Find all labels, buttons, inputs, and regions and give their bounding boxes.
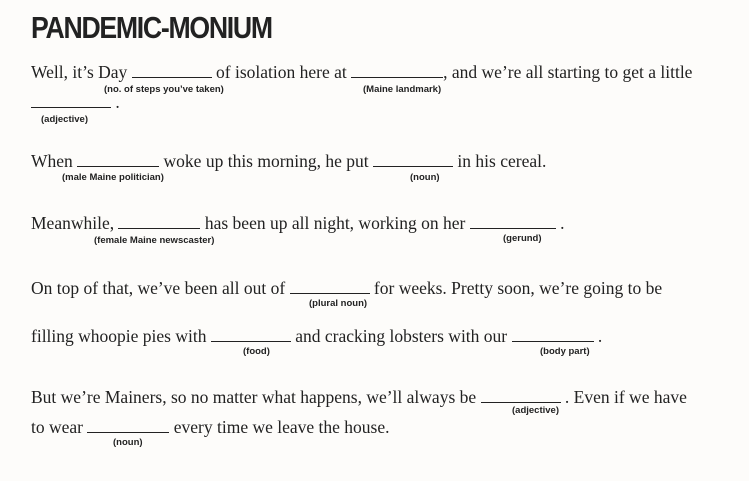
story-text: Well, it’s Day xyxy=(31,62,128,82)
story-text: filling whoopie pies with xyxy=(31,326,207,346)
hint-adjective-2: (adjective) xyxy=(512,405,559,416)
blank-steps[interactable] xyxy=(132,63,212,78)
story-line-6 xyxy=(31,326,602,346)
blank-food[interactable] xyxy=(211,327,291,342)
blank-noun-1[interactable] xyxy=(373,152,453,167)
hint-female-newscaster: (female Maine newscaster) xyxy=(94,235,215,246)
hint-body-part: (body part) xyxy=(540,346,590,357)
story-text: in his cereal. xyxy=(457,151,547,171)
hint-maine-landmark: (Maine landmark) xyxy=(363,84,442,95)
blank-gerund[interactable] xyxy=(470,214,556,229)
story-text: has been up all night, working on her xyxy=(204,213,466,233)
blank-maine-landmark[interactable] xyxy=(351,63,443,78)
blank-female-newscaster[interactable] xyxy=(118,214,200,229)
blank-adjective-1[interactable] xyxy=(31,93,111,108)
hint-noun-2: (noun) xyxy=(113,437,143,448)
hint-adjective-1: (adjective) xyxy=(41,114,88,125)
blank-plural-noun[interactable] xyxy=(290,279,370,294)
story-line-2 xyxy=(31,92,120,112)
story-text: . Even if we have xyxy=(564,387,687,407)
story-line-1 xyxy=(31,62,692,82)
story-text: every time we leave the house. xyxy=(173,417,390,437)
story-text: woke up this morning, he put xyxy=(163,151,369,171)
story-text: On top of that, we’ve been all out of xyxy=(31,278,286,298)
story-line-5 xyxy=(31,278,662,298)
blank-adjective-2[interactable] xyxy=(481,388,561,403)
hint-gerund: (gerund) xyxy=(503,233,542,244)
story-text: Meanwhile, xyxy=(31,213,115,233)
story-text: . xyxy=(597,326,603,346)
story-text: to wear xyxy=(31,417,83,437)
hint-plural-noun: (plural noun) xyxy=(309,298,368,309)
blank-noun-2[interactable] xyxy=(87,418,169,433)
story-text: When xyxy=(31,151,73,171)
story-text: and cracking lobsters with our xyxy=(295,326,508,346)
hint-male-politician: (male Maine politician) xyxy=(62,172,164,183)
story-text: , and we’re all starting to get a little xyxy=(443,62,693,82)
blank-male-politician[interactable] xyxy=(77,152,159,167)
story-line-7 xyxy=(31,387,687,407)
story-text: of isolation here at xyxy=(216,62,347,82)
story-line-3 xyxy=(31,151,546,171)
hint-steps: (no. of steps you’ve taken) xyxy=(104,84,224,95)
blank-body-part[interactable] xyxy=(512,327,594,342)
hint-noun-1: (noun) xyxy=(410,172,440,183)
story-text: . xyxy=(115,92,120,112)
story-text: But we’re Mainers, so no matter what happens, we’ll always be xyxy=(31,387,477,407)
hint-food: (food) xyxy=(243,346,270,357)
story-line-4 xyxy=(31,213,565,233)
story-text: . xyxy=(560,213,565,233)
story-line-8 xyxy=(31,417,390,437)
page-title: PANDEMIC-MONIUM xyxy=(31,10,272,45)
story-text: for weeks. Pretty soon, we’re going to be xyxy=(373,278,663,298)
